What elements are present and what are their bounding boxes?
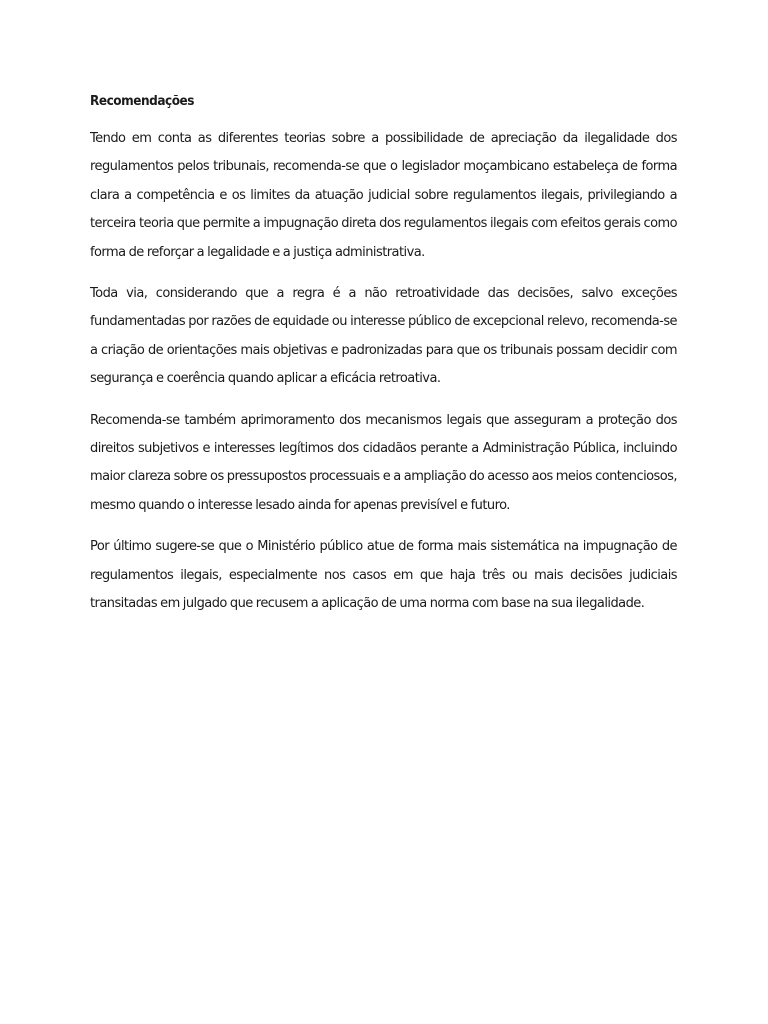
paragraph-3: Recomenda-se também aprimoramento dos mecanismos legais que asseguram a proteção dos direitos subjetivos e interesses legítimos dos cidadãos perante a Administração Pública, incluindo maior clareza sobre os pressupostos processuais e a ampliação do acesso aos meios contenciosos, mesmo quando o interesse lesado ainda for apenas previsível e futuro. xyxy=(90,412,677,513)
section-heading: Recomendações xyxy=(90,94,195,109)
document-body xyxy=(90,92,677,632)
paragraph-2: Toda via, considerando que a regra é a não retroatividade das decisões, salvo exceções fundamentadas por razões de equidade ou interesse público de excepcional relevo, recomenda-se a criação de orientações mais objetivas e padronizadas para que os tribunais possam decidir com segurança e coerência quando aplicar a eficácia retroativa. xyxy=(90,286,677,387)
paragraph-1: Tendo em conta as diferentes teorias sobre a possibilidade de apreciação da ilegalidade dos regulamentos pelos tribunais, recomenda-se que o legislador moçambicano estabeleça de forma clara a competência e os limites da atuação judicial sobre regulamentos ilegais, privilegiando a terceira teoria que permite a impugnação direta dos regulamentos ilegais com efeitos gerais como forma de reforçar a legalidade e a justiça administrativa. xyxy=(90,131,677,260)
paragraph-4: Por último sugere-se que o Ministério público atue de forma mais sistemática na impugnação de regulamentos ilegais, especialmente nos casos em que haja três ou mais decisões judiciais transitadas em julgado que recusem a aplicação de uma norma com base na sua ilegalidade. xyxy=(90,539,677,612)
